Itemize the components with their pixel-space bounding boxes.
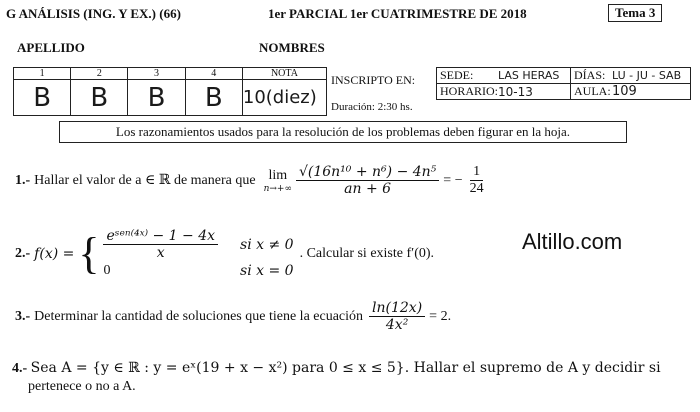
problem-1-number: 1.- [15, 172, 31, 188]
dias-label: DÍAS: [571, 68, 613, 84]
problem-3-number: 3.- [15, 308, 31, 324]
grade-header-4: 4 [185, 68, 242, 80]
problem-1-limit [264, 168, 292, 194]
case-1-condition: si x ≠ 0 [240, 236, 294, 253]
problem-2-number: 2.- [15, 245, 31, 261]
course-title: G ANÁLISIS (ING. Y EX.) (66) [6, 6, 181, 21]
nombres-label: NOMBRES [259, 40, 325, 55]
grades-table [13, 67, 327, 116]
sede-label: SEDE: [437, 68, 499, 84]
problem-3-text: Determinar la cantidad de soluciones que tiene la ecuación [34, 308, 364, 324]
case-2-value: 0 [103, 263, 111, 278]
limit-subscript: n→+∞ [263, 183, 292, 194]
problem-4-line2: pertenece o no a A. [28, 379, 136, 394]
grade-header-nota: NOTA [242, 68, 326, 80]
limit-word: lim [268, 167, 288, 183]
case-1-fraction [103, 228, 218, 261]
problem-4-number: 4.- [12, 361, 28, 376]
grade-header-1: 1 [14, 68, 71, 80]
duration-text: Duración: 2:30 hs. [331, 101, 413, 113]
problem-1 [15, 164, 487, 197]
problem-1-rhs-num: 1 [470, 164, 483, 181]
dias-value: LU - JU - SAB [612, 68, 691, 84]
aula-value: 109 [612, 84, 691, 100]
problem-2-lhs: f(x) = [34, 245, 75, 262]
grade-value-2: B [71, 80, 128, 116]
grade-header-3: 3 [128, 68, 185, 80]
problem-3 [15, 300, 451, 333]
notice-box: Los razonamientos usados para la resolución de los problemas deben figurar en la hoja. [59, 121, 627, 143]
problem-2-tail: . Calcular si existe f′(0). [299, 245, 435, 261]
aula-label: AULA: [571, 84, 613, 100]
case-1-numerator: eˢᵉⁿ⁽⁴ˣ⁾ − 1 − 4x [103, 228, 218, 245]
horario-value: 10-13 [498, 84, 571, 100]
sede-value: LAS HERAS [498, 68, 571, 84]
grade-value-nota: 10(diez) [242, 80, 326, 116]
problem-1-numerator: √(16n¹⁰ + n⁶) − 4n⁵ [296, 164, 439, 181]
inscripto-table [436, 67, 691, 100]
problem-2 [15, 228, 434, 279]
problem-4-line1: Sea A = {y ∈ ℝ : y = eˣ(19 + x − x²) para 0 ≤ x ≤ 5}. Hallar el supremo de A y decidir si [30, 360, 661, 376]
problem-2-cases [103, 228, 293, 279]
watermark: Altillo.com [522, 229, 623, 254]
grade-value-1: B [14, 80, 71, 116]
case-1-denominator: x [156, 245, 165, 261]
case-2-condition: si x = 0 [240, 263, 294, 279]
problem-1-text: Hallar el valor de a ∈ ℝ de manera que [34, 173, 256, 188]
exam-title: 1er PARCIAL 1er CUATRIMESTRE DE 2018 [268, 6, 527, 21]
problem-3-denominator: 4x² [385, 317, 409, 333]
apellido-label: APELLIDO [17, 40, 85, 55]
problem-1-rhs-sign: = − [443, 172, 463, 188]
problem-1-denominator: an + 6 [344, 181, 392, 197]
grade-value-3: B [128, 80, 185, 116]
problem-3-numerator: ln(12x) [369, 300, 425, 317]
tema-badge: Tema 3 [608, 4, 662, 22]
grade-value-4: B [185, 80, 242, 116]
problem-1-rhs-den: 24 [469, 181, 484, 196]
horario-label: HORARIO: [437, 84, 499, 100]
grade-header-2: 2 [71, 68, 128, 80]
inscripto-label: INSCRIPTO EN: [331, 73, 416, 87]
problem-1-fraction [296, 164, 439, 197]
problem-1-rhs-fraction [467, 164, 487, 197]
problem-4 [12, 360, 661, 395]
problem-2-brace: { [78, 228, 100, 278]
problem-3-fraction [369, 300, 425, 333]
problem-3-rhs: = 2. [429, 308, 452, 324]
